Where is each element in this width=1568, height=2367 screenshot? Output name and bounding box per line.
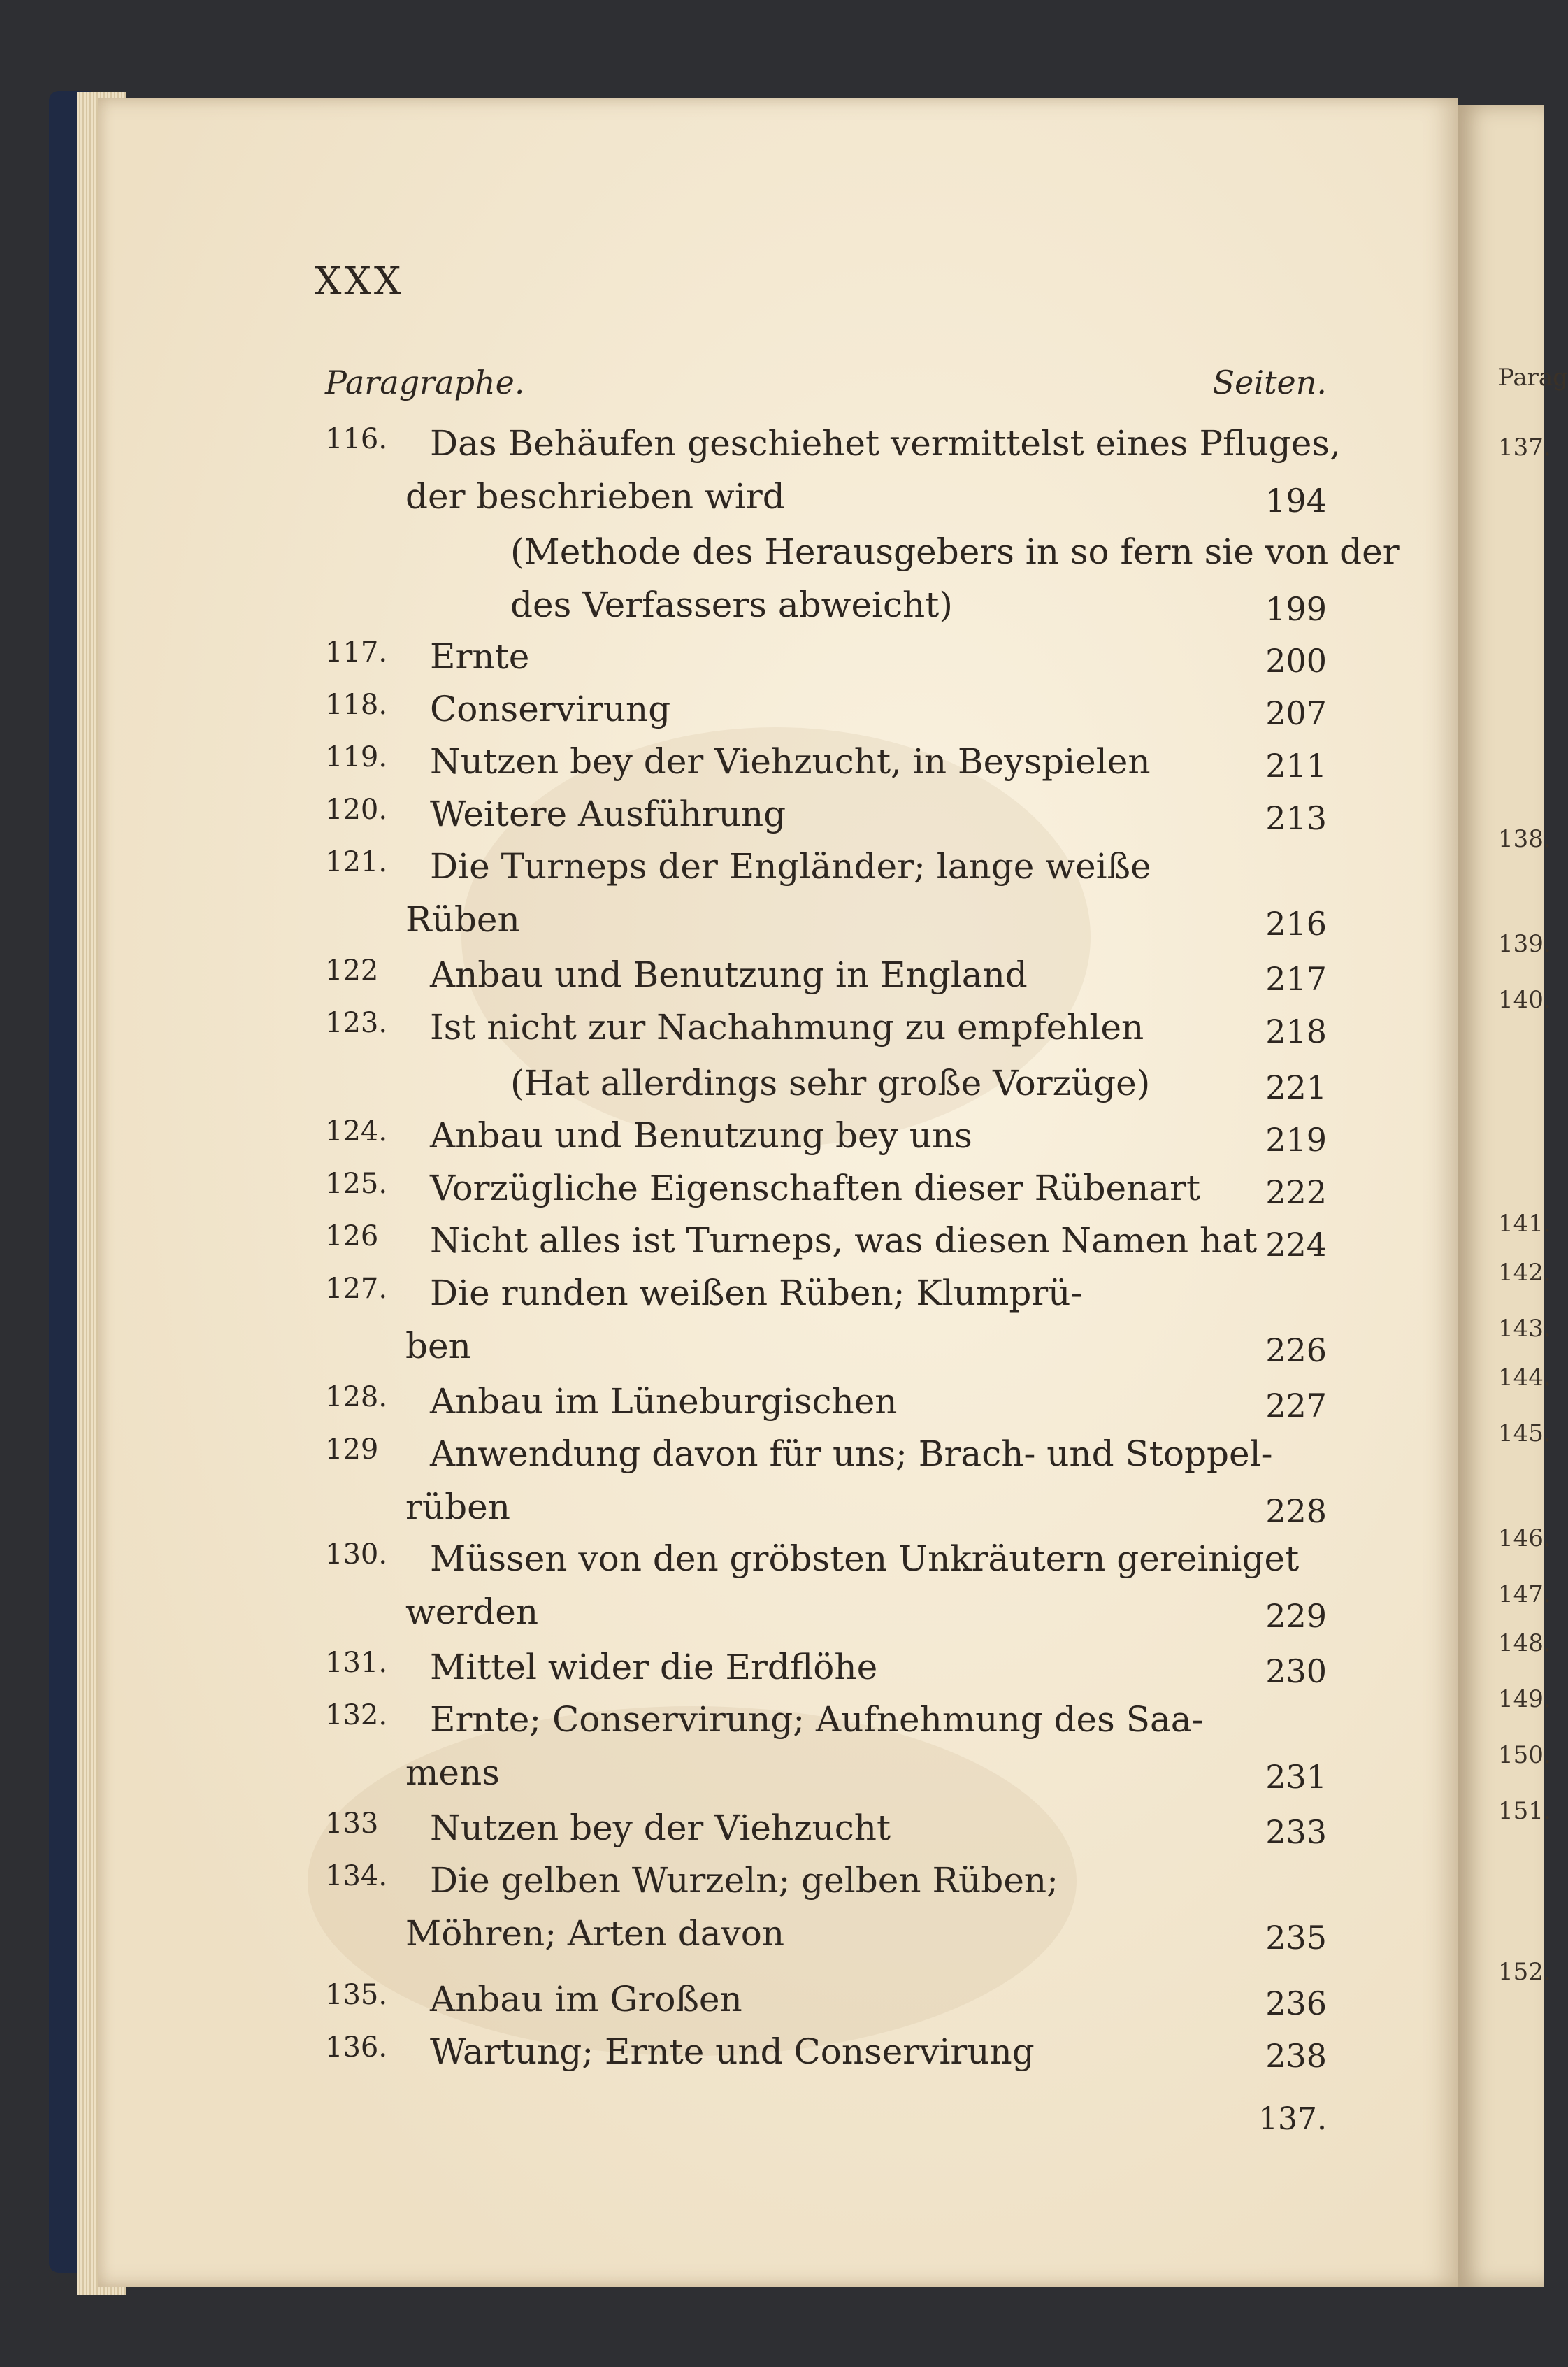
entry-title: Anwendung davon für uns; Brach- und Stoppel-: [430, 1433, 1273, 1474]
toc-entry: [325, 1433, 1327, 1538]
entry-title-continued: Möhren; Arten davon: [405, 1913, 785, 1954]
toc-entry: [325, 1063, 1327, 1116]
entry-title: Ist nicht zur Nachahmung zu empfehlen: [430, 1007, 1144, 1047]
adjacent-page-fragment: 150.: [1498, 1741, 1551, 1769]
toc-entry: [325, 846, 1327, 951]
page-number: 231: [1265, 1758, 1327, 1796]
page-number: 217: [1265, 960, 1327, 998]
paragraph-number: 121.: [325, 846, 388, 878]
paragraph-number: 124.: [325, 1115, 388, 1147]
paragraph-number: 129: [325, 1433, 379, 1466]
page-number: 226: [1265, 1331, 1327, 1369]
entry-title: Weitere Ausführung: [430, 794, 786, 834]
paragraph-number: 125.: [325, 1168, 388, 1200]
page-number: 222: [1265, 1173, 1327, 1211]
entry-title: Anbau und Benutzung bey uns: [430, 1115, 972, 1156]
paragraph-number: 117.: [325, 636, 388, 668]
adjacent-page-fragment: 145.: [1498, 1420, 1551, 1447]
entry-title: Mittel wider die Erdflöhe: [430, 1647, 878, 1687]
toc-entry: [325, 423, 1341, 528]
entry-title: Die gelben Wurzeln; gelben Rüben;: [430, 1860, 1058, 1901]
paragraph-number: 123.: [325, 1007, 388, 1039]
running-head: XXX: [315, 259, 404, 303]
page-number: 228: [1265, 1492, 1327, 1530]
adjacent-page-fragment: 148.: [1498, 1629, 1551, 1657]
entry-title-continued: des Verfassers abweicht): [510, 585, 953, 625]
page-number: 207: [1265, 694, 1327, 732]
entry-title: Anbau im Großen: [430, 1979, 742, 2019]
entry-title: Das Behäufen geschiehet vermittelst eines Pfluges,: [430, 423, 1341, 464]
toc-entry: [325, 794, 1327, 847]
page-number: 216: [1265, 905, 1327, 943]
entry-title: Wartung; Ernte und Conservirung: [430, 2031, 1035, 2072]
paragraph-number: 135.: [325, 1979, 388, 2011]
entry-title: Ernte; Conservirung; Aufnehmung des Saa-: [430, 1699, 1204, 1740]
entry-title: Anbau und Benutzung in England: [430, 954, 1028, 995]
paragraph-number: 133: [325, 1808, 379, 1840]
toc-entry: [325, 1381, 1327, 1434]
entry-subtitle: (Methode des Herausgebers in so fern sie von der: [510, 531, 1400, 572]
adjacent-page-fragment: 138.: [1498, 825, 1551, 853]
toc-entry: [325, 2031, 1327, 2084]
page-number: 213: [1265, 799, 1327, 837]
toc-entry: [325, 636, 1327, 689]
entry-title: Ernte: [430, 636, 530, 677]
page-number: 211: [1265, 747, 1327, 785]
page-number: 236: [1265, 1985, 1327, 2022]
entry-title: Die runden weißen Rüben; Klumprü-: [430, 1273, 1083, 1313]
entry-title-continued: rüben: [405, 1487, 510, 1527]
toc-entry: [325, 531, 1400, 636]
column-heading-paragraphs: Paragraphe.: [325, 364, 525, 401]
toc-entry: [325, 1168, 1327, 1221]
entry-subtitle: (Hat allerdings sehr große Vorzüge): [510, 1063, 1151, 1103]
page-number: 235: [1265, 1919, 1327, 1957]
adjacent-page-fragment: 143.: [1498, 1315, 1551, 1343]
paragraph-number: 130.: [325, 1538, 388, 1571]
toc-entry: [325, 1808, 1327, 1861]
adjacent-page-fragment: 137.: [1498, 434, 1551, 462]
entry-title-continued: ben: [405, 1326, 471, 1366]
entry-title: Nutzen bey der Viehzucht, in Beyspielen: [430, 741, 1151, 782]
page-number: 238: [1265, 2037, 1327, 2075]
paragraph-number: 126: [325, 1220, 379, 1252]
entry-title: Vorzügliche Eigenschaften dieser Rübenart: [430, 1168, 1201, 1208]
toc-entry: [325, 1538, 1327, 1643]
entry-title-continued: mens: [405, 1752, 500, 1793]
entry-title: Nicht alles ist Turneps, was diesen Namen hat: [430, 1220, 1258, 1261]
page-number: 221: [1265, 1068, 1327, 1106]
paragraph-number: 134.: [325, 1860, 388, 1892]
entry-title-continued: der beschrieben wird: [405, 476, 785, 517]
page-number: 224: [1265, 1226, 1327, 1264]
paragraph-number: 116.: [325, 423, 388, 455]
paragraph-number: 131.: [325, 1647, 388, 1679]
toc-entry: [325, 1647, 1327, 1700]
toc-entry: [325, 1699, 1327, 1804]
toc-entry: [325, 1220, 1327, 1273]
adjacent-page-fragment: 139.: [1498, 930, 1551, 958]
paragraph-number: 136.: [325, 2031, 388, 2064]
entry-title: Conservirung: [430, 689, 671, 729]
page-number: 229: [1265, 1597, 1327, 1635]
paragraph-number: 118.: [325, 689, 388, 721]
catchword: 137.: [1258, 2101, 1327, 2137]
column-heading-pages: Seiten.: [1212, 364, 1327, 401]
paragraph-number: 120.: [325, 794, 388, 826]
paragraph-number: 122: [325, 954, 379, 987]
paragraph-number: 128.: [325, 1381, 388, 1413]
toc-entry: [325, 689, 1327, 742]
entry-title: Müssen von den gröbsten Unkräutern gereiniget: [430, 1538, 1300, 1579]
adjacent-page-fragment: 146.: [1498, 1524, 1551, 1552]
page-number: 199: [1265, 590, 1327, 628]
entry-title: Anbau im Lüneburgischen: [430, 1381, 898, 1422]
adjacent-page-fragment: 152.: [1498, 1958, 1551, 1986]
adjacent-page-fragment: 149.: [1498, 1685, 1551, 1713]
entry-title-continued: werden: [405, 1592, 539, 1632]
paragraph-number: 127.: [325, 1273, 388, 1305]
page-number: 194: [1265, 482, 1327, 520]
page-number: 200: [1265, 642, 1327, 680]
adjacent-page: [1458, 105, 1568, 2287]
toc-entry: [325, 954, 1327, 1008]
entry-title: Die Turneps der Engländer; lange weiße: [430, 846, 1151, 887]
toc-entry: [325, 1979, 1327, 2032]
adjacent-page-fragment: 144.: [1498, 1364, 1551, 1392]
page-number: 230: [1265, 1652, 1327, 1690]
toc-entry: [325, 1007, 1327, 1060]
toc-entry: [325, 741, 1327, 794]
entry-title: Nutzen bey der Viehzucht: [430, 1808, 891, 1848]
adjacent-page-fragment: 140.: [1498, 986, 1551, 1014]
toc-entry: [325, 1115, 1327, 1168]
adjacent-page-fragment: 151.: [1498, 1797, 1551, 1825]
page-number: 218: [1265, 1013, 1327, 1050]
entry-title-continued: Rüben: [405, 899, 520, 940]
paragraph-number: 119.: [325, 741, 388, 773]
adjacent-page-fragment: Parag: [1498, 364, 1568, 392]
toc-entry: [325, 1273, 1327, 1378]
paragraph-number: 132.: [325, 1699, 388, 1731]
page-number: 219: [1265, 1121, 1327, 1159]
adjacent-page-fragment: 147.: [1498, 1580, 1551, 1608]
adjacent-page-fragment: 142.: [1498, 1259, 1551, 1287]
page-number: 233: [1265, 1813, 1327, 1851]
page-number: 227: [1265, 1387, 1327, 1424]
adjacent-page-fragment: 141.: [1498, 1210, 1551, 1238]
toc-entry: [325, 1860, 1327, 1965]
